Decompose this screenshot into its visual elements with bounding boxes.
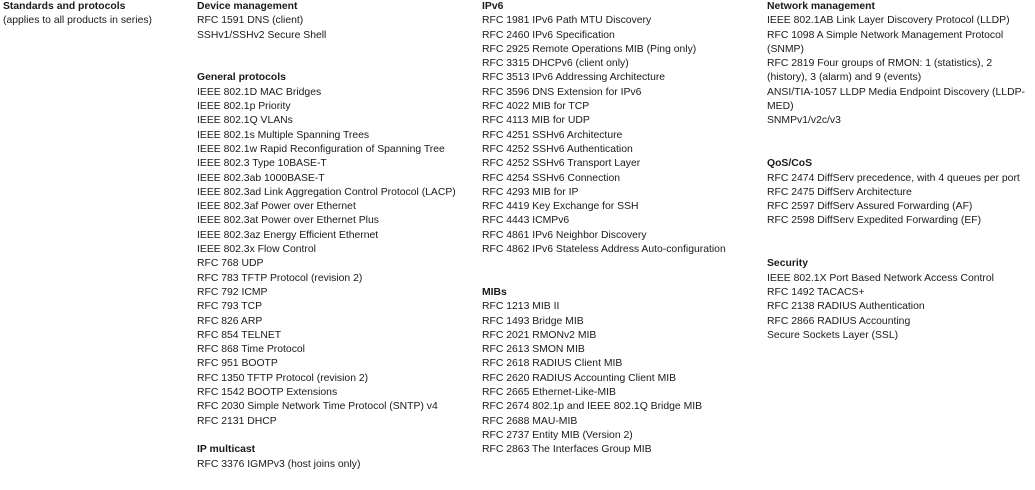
- list-item: SNMPv1/v2c/v3: [767, 115, 841, 127]
- list-item: IEEE 802.3x Flow Control: [197, 244, 316, 256]
- list-item: RFC 2819 Four groups of RMON: 1 (statistics), 2 (history), 3 (alarm) and 9 (events): [767, 58, 993, 84]
- list-item: RFC 1098 A Simple Network Management Protocol (SNMP): [767, 29, 1004, 55]
- list-item: RFC 2021 RMONv2 MIB: [482, 329, 597, 341]
- list-item: RFC 2665 Ethernet-Like-MIB: [482, 387, 616, 399]
- list-item: RFC 2460 IPv6 Specification: [482, 29, 615, 41]
- list-item: RFC 4251 SSHv6 Architecture: [482, 129, 623, 141]
- section-device-management: [197, 0, 477, 43]
- list-item: RFC 768 UDP: [197, 258, 264, 270]
- list-item: RFC 3376 IGMPv3 (host joins only): [197, 458, 361, 470]
- list-item: RFC 4254 SSHv6 Connection: [482, 172, 621, 184]
- list-item: RFC 854 TELNET: [197, 329, 282, 341]
- list-item: RFC 2737 Entity MIB (Version 2): [482, 429, 633, 441]
- section-mibs: [482, 286, 762, 458]
- list-item: IEEE 802.1AB Link Layer Discovery Protocol (LLDP): [767, 15, 1010, 27]
- list-item: RFC 826 ARP: [197, 315, 263, 327]
- list-item: IEEE 802.1p Priority: [197, 101, 291, 113]
- list-item: RFC 3513 IPv6 Addressing Architecture: [482, 72, 666, 84]
- list-item: RFC 3315 DHCPv6 (client only): [482, 58, 629, 70]
- section-ip-multicast: [197, 443, 477, 472]
- section-general-protocols: [197, 71, 477, 428]
- list-item: RFC 2474 DiffServ precedence, with 4 queues per port: [767, 172, 1020, 184]
- list-item: IEEE 802.1s Multiple Spanning Trees: [197, 129, 370, 141]
- list-item: IEEE 802.1w Rapid Reconfiguration of Spanning Tree: [197, 143, 445, 155]
- list-item: RFC 1492 TACACS+: [767, 286, 865, 298]
- list-item: RFC 1542 BOOTP Extensions: [197, 387, 338, 399]
- list-item: RFC 2138 RADIUS Authentication: [767, 301, 925, 313]
- list-item: RFC 2925 Remote Operations MIB (Ping only): [482, 43, 697, 55]
- list-item: RFC 4861 IPv6 Neighbor Discovery: [482, 229, 647, 241]
- list-item: IEEE 802.3az Energy Efficient Ethernet: [197, 229, 379, 241]
- list-item: RFC 2131 DHCP: [197, 415, 277, 427]
- list-item: RFC 2863 The Interfaces Group MIB: [482, 444, 652, 456]
- list-item: SSHv1/SSHv2 Secure Shell: [197, 29, 327, 41]
- list-item: RFC 2030 Simple Network Time Protocol (SNTP) v4: [197, 401, 438, 413]
- list-item: RFC 4443 ICMPv6: [482, 215, 570, 227]
- list-item: IEEE 802.3ab 1000BASE-T: [197, 172, 325, 184]
- list-item: RFC 4252 SSHv6 Authentication: [482, 143, 633, 155]
- list-item: RFC 2613 SMON MIB: [482, 344, 585, 356]
- list-item: IEEE 802.1D MAC Bridges: [197, 86, 322, 98]
- section-heading: Network management: [767, 1, 875, 12]
- list-item: IEEE 802.3at Power over Ethernet Plus: [197, 215, 379, 227]
- list-item: RFC 2674 802.1p and IEEE 802.1Q Bridge MIB: [482, 401, 703, 413]
- section-heading: General protocols: [197, 72, 286, 84]
- list-item: RFC 1493 Bridge MIB: [482, 315, 584, 327]
- section-heading: Security: [767, 258, 809, 270]
- list-item: RFC 4113 MIB for UDP: [482, 115, 590, 127]
- list-item: RFC 2598 DiffServ Expedited Forwarding (EF): [767, 215, 982, 227]
- list-item: RFC 3596 DNS Extension for IPv6: [482, 86, 642, 98]
- list-item: IEEE 802.3ad Link Aggregation Control Protocol (LACP): [197, 186, 456, 198]
- list-item: IEEE 802.1X Port Based Network Access Control: [767, 272, 994, 284]
- list-item: RFC 783 TFTP Protocol (revision 2): [197, 272, 363, 284]
- section-security: [767, 257, 1035, 343]
- list-item: RFC 4022 MIB for TCP: [482, 101, 590, 113]
- list-item: RFC 2597 DiffServ Assured Forwarding (AF): [767, 201, 973, 213]
- list-item: RFC 792 ICMP: [197, 286, 268, 298]
- list-item: RFC 793 TCP: [197, 301, 263, 313]
- section-heading: MIBs: [482, 286, 507, 298]
- list-item: RFC 2618 RADIUS Client MIB: [482, 358, 623, 370]
- column-3: [482, 0, 762, 472]
- list-item: RFC 4252 SSHv6 Transport Layer: [482, 158, 641, 170]
- list-item: RFC 2688 MAU-MIB: [482, 415, 578, 427]
- column-4: [767, 0, 1035, 357]
- section-heading: Device management: [197, 1, 298, 12]
- section-heading: IP multicast: [197, 444, 256, 456]
- page-heading: Standards and protocols: [3, 1, 126, 12]
- list-item: RFC 4419 Key Exchange for SSH: [482, 201, 639, 213]
- list-item: RFC 951 BOOTP: [197, 358, 278, 370]
- list-item: RFC 4862 IPv6 Stateless Address Auto-configuration: [482, 244, 726, 256]
- column-2: [197, 0, 477, 486]
- list-item: RFC 1350 TFTP Protocol (revision 2): [197, 372, 369, 384]
- list-item: IEEE 802.1Q VLANs: [197, 115, 293, 127]
- list-item: ANSI/TIA-1057 LLDP Media Endpoint Discovery (LLDP-MED): [767, 86, 1025, 113]
- list-item: RFC 868 Time Protocol: [197, 344, 305, 356]
- list-item: RFC 2475 DiffServ Architecture: [767, 186, 912, 198]
- list-item: RFC 2866 RADIUS Accounting: [767, 315, 911, 327]
- section-network-management: [767, 0, 1035, 129]
- list-item: RFC 2620 RADIUS Accounting Client MIB: [482, 372, 677, 384]
- section-heading: QoS/CoS: [767, 158, 813, 170]
- list-item: IEEE 802.3 Type 10BASE-T: [197, 158, 327, 170]
- section-ipv6: [482, 0, 762, 257]
- list-item: RFC 1981 IPv6 Path MTU Discovery: [482, 15, 652, 27]
- applicability-note: (applies to all products in series): [3, 15, 153, 27]
- intro-column: [3, 0, 193, 29]
- list-item: IEEE 802.3af Power over Ethernet: [197, 201, 356, 213]
- list-item: Secure Sockets Layer (SSL): [767, 329, 899, 341]
- list-item: RFC 4293 MIB for IP: [482, 186, 579, 198]
- list-item: RFC 1213 MIB II: [482, 301, 560, 313]
- section-qos-cos: [767, 157, 1035, 228]
- section-heading: IPv6: [482, 1, 504, 12]
- list-item: RFC 1591 DNS (client): [197, 15, 304, 27]
